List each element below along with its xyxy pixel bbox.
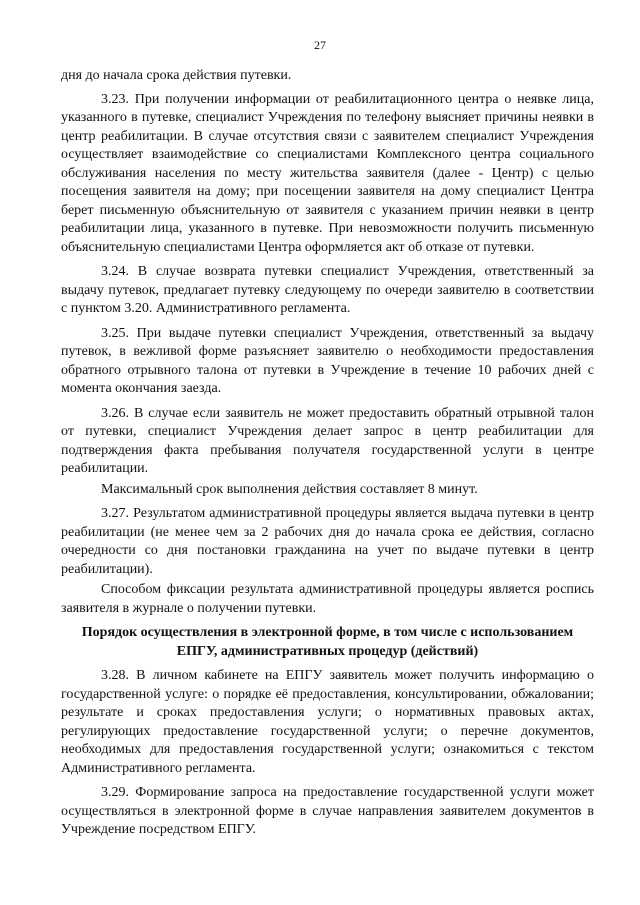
paragraph-3-23: 3.23. При получении информации от реабилитационного центра о неявке лица, указанного в путевке, специалист Учреждения по телефону выясняет причины неявки в центр реабилитации. В случае отсутствия связи с заявителем специалист Учреждения осуществляет взаимодействие со специалистами Комплексного центра социального обслуживания населения по месту жительства заявителя (далее - Центр) с целью посещения заявителя на дому; при посещении заявителя на дому специалист Центра берет письменную объяснительную от заявителя с указанием причин неявки в центр реабилитации лица, указанного в путевке. При невозможности получить письменную объяснительную специалистами Центра оформляется акт об отказе от путевки.: [61, 91, 594, 255]
document-body: [61, 67, 594, 846]
paragraph-fixation: Способом фиксации результата административной процедуры является роспись заявителя в журнале о получении путевки.: [61, 582, 594, 616]
paragraph-3-24: 3.24. В случае возврата путевки специалист Учреждения, ответственный за выдачу путевок, предлагает путевку следующему по очереди заявителю в соответствии с пунктом 3.20. Административного регламента.: [61, 264, 594, 316]
paragraph-max-time: Максимальный срок выполнения действия составляет 8 минут.: [101, 481, 478, 497]
paragraph-3-26: 3.26. В случае если заявитель не может предоставить обратный отрывной талон от путевки, специалист Учреждения делает запрос в центр реабилитации для подтверждения факта пребывания получателя государственной услуги в центре реабилитации.: [61, 405, 594, 476]
paragraph-3-25: 3.25. При выдаче путевки специалист Учреждения, ответственный за выдачу путевок, в вежливой форме разъясняет заявителю о необходимости предоставления обратного отрывного талона от путевки в Учреждение в течение 10 рабочих дней с момента окончания заезда.: [61, 325, 594, 396]
paragraph-3-27: 3.27. Результатом административной процедуры является выдача путевки в центр реабилитации (не менее чем за 2 рабочих дня до начала срока ее действия, согласно очередности со дня постановки гражданина на учет по выдаче путевки в центр реабилитации).: [61, 506, 594, 577]
page-number: 27: [314, 38, 326, 52]
paragraph-3-28: 3.28. В личном кабинете на ЕПГУ заявитель может получить информацию о государственной услуге: о порядке её предоставления, консультировании, обжаловании; результате и сроках предоставления услуги; о нормативных правовых актах, регулирующих предоставление государственной услуги; о перечне документов, необходимых для предоставления государственной услуги; ознакомиться с текстом Административного регламента.: [61, 668, 594, 776]
paragraph-continuation: дня до начала срока действия путевки.: [61, 68, 292, 83]
paragraph-3-29: 3.29. Формирование запроса на предоставление государственной услуги может осуществляться в электронной форме в случае направления заявителем документов в Учреждение посредством ЕПГУ.: [61, 785, 594, 837]
section-heading: Порядок осуществления в электронной форме, в том числе с использованием ЕПГУ, административных процедур (действий): [81, 625, 574, 659]
